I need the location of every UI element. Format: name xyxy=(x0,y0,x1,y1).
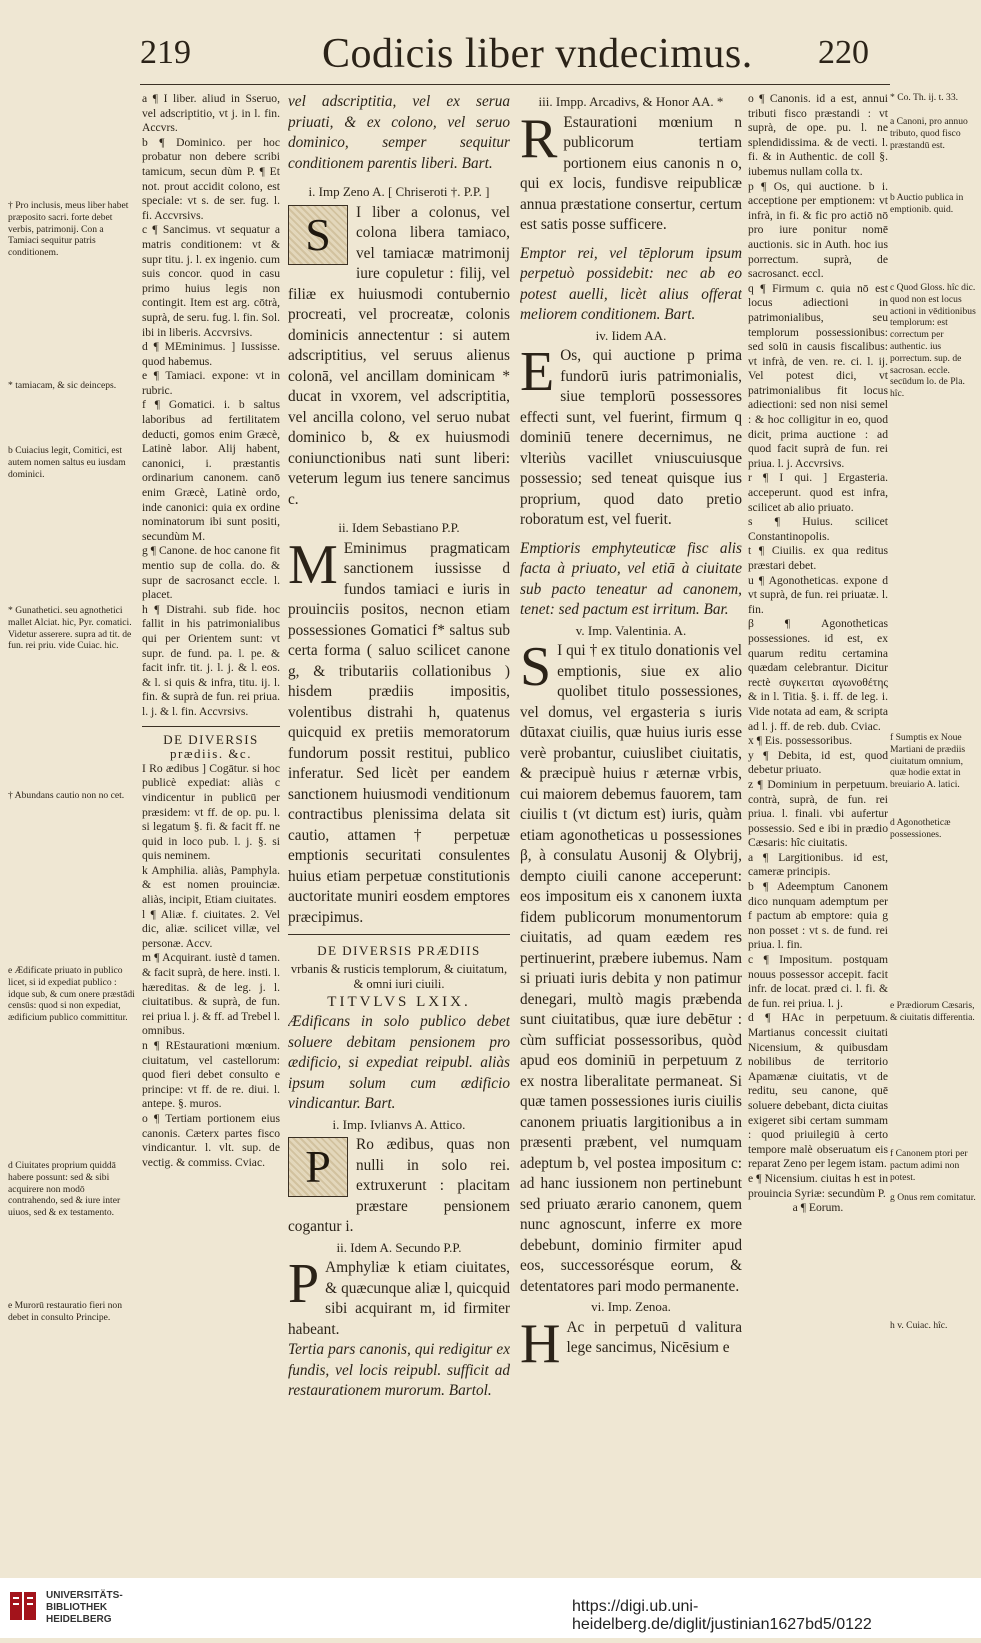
gloss-entry: β ¶ Agonotheticas possessiones. id est, ex quarum reditu certamina quædam celebrantur. Dicitur rectè συγκειται αγωνοθέτης & in l. Titia. §. i. ff. de leg. i. Vide notata ad eam, & scripta ad l. j. ff. de reb. dub. Cviac. xyxy=(748,617,888,733)
library-footer xyxy=(0,1578,981,1638)
titulus-heading: TITVLVS LXIX. xyxy=(327,993,471,1010)
margin-note: b Cuiacius legit, Comitici, est autem nomen saltus eu iusdam dominici. xyxy=(8,445,126,480)
gloss-entry: f ¶ Gomatici. i. b saltus laboribus ad fertilitatem deducti, gomos enim Græcè, Latinè labor. Alij habent, canonici, i. præstantis ordinarium canonem. canō enim Græcè, Latinè ordo, inde canonici: quia ex ordine nominatorum ibi sunt positi, secundùm M. xyxy=(142,398,280,543)
gloss-entry: u ¶ Agonotheticas. expone d vt suprà, de fun. rei priuatæ. l. fin. xyxy=(748,573,888,616)
gloss-entry: o ¶ Tertiam portionem eius canonis. Cæterx partes fisco vindicantur. l. vlt. sup. de vectig. & commiss. Cviac. xyxy=(142,1111,280,1169)
law-heading: vi. Imp. Zenoa. xyxy=(591,1299,671,1314)
law-text: Amphyliæ k etiam ciuitates, & quæcunque aliæ l, quicquid sibi acquirant m, id firmiter habeant. xyxy=(288,1259,510,1338)
gloss-entry: e ¶ Tamiaci. expone: vt in rubric. xyxy=(142,369,280,397)
law-text: Ac in perpetuū d valitura lege sancimus, Nicēsium e xyxy=(566,1318,742,1356)
gloss-entry: q ¶ Firmum c. quia nō est locus adiectioni in patrimonialibus, seu templorum possessionibus: sed solū in causis fiscalibus: vt infrà, de ven. re. ci. l. ij. Vel potest dici, vt patrimonialibus fit locus adiectioni: sed non nisi semel : & hoc colligitur in eo, quod dicit, prima auctione : ad quod facit suprà de fun. rei priua. l. j. Accvrsivs. xyxy=(748,281,888,470)
gloss-entry: b ¶ Adeemptum Canonem dico nunquam ademptum per f pactum ab emptore: quia g non posset : vt s. de fund. rei priua. l. fin. xyxy=(748,880,888,952)
section-divider xyxy=(142,726,280,727)
gloss-entry: y ¶ Debita, id est, quod debetur priuato. xyxy=(748,748,888,777)
source-url[interactable]: https://digi.ub.uni-heidelberg.de/diglit/justinian1627bd5/0122 xyxy=(572,1598,872,1633)
law-heading: i. Imp Zeno A. [ Chriseroti †. P.P. ] xyxy=(308,184,490,199)
gloss-entry: g ¶ Canone. de hoc canone fit mentio sup de colla. do. & supr de sacrosanct eccle. l. placet. xyxy=(142,544,280,602)
gloss-entry: c ¶ Sancimus. vt sequatur a matris conditionem: vt & supr titu. j. l. ex ingenio. cum suis concor. quod in casu primo huius legis non contingit. Item est arg. cōtrà, suprà, de seru. fug. l. fin. Sol. ibi in liberis. Accvrsivs. xyxy=(142,223,280,339)
gloss-entry: k Amphilia. aliàs, Pamphyla. & est nomen prouinciæ. aliàs, incipit, Etiam ciuitates. xyxy=(142,863,280,907)
gloss-entry: s ¶ Huius. scilicet Constantinopolis. xyxy=(748,515,888,543)
gloss-section-heading: DE DIVERSIS prædiis. &c. xyxy=(163,731,259,762)
margin-note: * tamiacam, & sic deinceps. xyxy=(8,380,117,391)
drop-initial: H xyxy=(520,1312,561,1375)
ornamental-initial: P xyxy=(288,1137,348,1197)
page-header xyxy=(0,30,981,80)
law-heading: ii. Idem Sebastiano P.P. xyxy=(338,520,460,535)
right-margin-notes xyxy=(890,92,978,1452)
gloss-entry: m ¶ Acquirant. iustè d tamen. & facit suprà, de here. insti. l. hæreditas. & de leg. j. l. ciuitatibus. & suprà, de fun. rei priua l. j. & ff. ad Trebel l. omnibus. xyxy=(142,951,280,1038)
law-text: I qui † ex titulo donationis vel emptionis, siue ex alio quolibet titulo possessiones, vel domus, vel ergasteria s iuris dūtaxat ciuilis, quæ huius iuris esse verè probantur, cuiuslibet ciuitatis, & præcipuè huius r æternæ vrbis, cui maiorem debemus fauorem, tam ciuilis t (vt dictum est) iuris, quàm etiam agonotheticas u possessiones β, à consulatu Ausonij & Olybrij, dempto ciuili canone acceperunt: eos impositum eis x canonem iuxta fidem publicorum monumentorum ciuitatis, ad quam eædem res pertinuerint, præbere iubemus. Nam si priuati iuris debita y non patimur denegari, multò magis præbenda sunt ciuitatibus, quæ iure debētur : cùm sufficiat possessoribus, quòd apud eos dominiū in perpetuum z ex nostra liberalitate permaneat. Si quæ tamen possessiones iuris ciuilis canonem priuatis largitionibus a in præsenti præbent, vel numquam adeptum b, vel postea impositum c: ad hanc iussionem non pertinebunt sed priuato ærario canonem, quem nunc agnoscunt, inferre ex more debebunt, dominio firmiter apud eos, successorésque eorum, & detentatores pari modo permanente. xyxy=(520,642,742,1295)
law-text: Estaurationi mœnium n publicorum tertiam portionem eius canonis n o, qui ex locis, fundisve reipublicæ annua præstatione consertur, certum est satis posse sufficere. xyxy=(520,113,742,233)
law-text: I liber a colonus, vel colona libera tamiaco, vel tamiacæ matrimonij iure copuletur : filij, vel filiæ ex huiusmodi contubernio procreati, vel procreatæ, colonis dominicis annectentur : si autem adscriptitius, vel seruus alienus colonā, vel ancillam dominicam * ducat in vxorem, vel adscriptitia, vel ancilla colono, vel seruo nubat dominico b, & ex huiusmodi coniunctionibus nati sunt liberi: veterum legum ius tenere sancimus c. xyxy=(288,203,510,508)
gloss-entry: c ¶ Impositum. postquam nouus possessor accepit. facit infr. de locat. præd ci. l. fi. & de fun. rei priua. l. j. xyxy=(748,953,888,1010)
margin-note: a Canoni, pro annuo tributo, quod fisco præstandū est. xyxy=(890,116,968,151)
section-title: DE DIVERSIS PRÆDIIS xyxy=(317,943,481,958)
drop-initial: R xyxy=(520,107,558,170)
margin-note: f Canonem ptori per pactum adimi non potest. xyxy=(890,1148,968,1183)
gloss-entry: a ¶ I liber. aliud in Sseruo, vel adscriptitio, vt j. in l. fin. Accvrs. xyxy=(142,92,280,135)
drop-initial: M xyxy=(288,533,338,596)
gloss-entry: I Ro ædibus ] Cogātur. si hoc publicè expediat: aliàs c vindicentur in publicū per præsidem: vt ff. de op. pu. l. si legatum §. fi. & facit ff. ne quid in loco pub. l. j. §. si quis neminem. xyxy=(142,761,280,863)
summary-text: Tertia pars canonis, qui redigitur ex fundis, vel locis reipubl. sufficit ad restaurationem murorum. Bartol. xyxy=(288,1341,510,1399)
library-name: UNIVERSITÄTS- BIBLIOTHEK HEIDELBERG xyxy=(46,1590,123,1625)
left-margin-notes xyxy=(8,92,136,1452)
margin-note: f Sumptis ex Noue Martiani de prædiis ciuitatum omnium, quæ hodie extat in breuiario A. latici. xyxy=(890,732,966,791)
gloss-entry: p ¶ Os, qui auctione. b i. acceptione per emptionem: vt infrà, in fi. & fic pro actiō nō pro iure ponitur nomē auctionis. sic in Auth. hoc ius porrectum. suprà, de sacrosanct. eccl. xyxy=(748,179,888,281)
summary-text: Emptor rei, vel tēplorum ipsum perpetuò possidebit: nec ab eo potest auelli, licèt alius offerat meliorem conditionem. Bart. xyxy=(520,244,742,323)
margin-note: * Gunathetici. seu agnothetici mallet Alciat. hic, Pyr. comatici. Videtur asserere. supra ad tit. de fun. rei priu. vide Cuiac. hic. xyxy=(8,605,132,652)
library-logo-icon xyxy=(8,1590,38,1622)
section-subtitle: vrbanis & rusticis templorum, & ciuitatum, & omni iuri ciuili. xyxy=(290,961,508,991)
margin-note: c Quod Gloss. hîc dic. quod non est locus actioni in vēditionibus templorum: est correctum per authentic. ius porrectum. sup. de sacrosan. eccle. secūdum lo. de Pla. hîc. xyxy=(890,282,976,400)
header-rule xyxy=(140,84,890,85)
margin-note: † Pro inclusis, meus liber habet præposito sacri. forte debet verbis, patrimonij. Con a Tamiaci sequitur patris conditionem. xyxy=(8,200,129,259)
gloss-entry: r ¶ I qui. ] Ergasteria. acceperunt. quod est infra, scilicet ab alio priuato. xyxy=(748,471,888,514)
gloss-entry: b ¶ Dominico. per hoc probatur non debere scribi tamicum, secun dùm P. ¶ Et not. prout accidit colono, est speciale: vt s. de ser. fug. l. fi. Accvrsivs. xyxy=(142,135,280,222)
gloss-entry: a ¶ Largitionibus. id est, cameræ principis. xyxy=(748,850,888,879)
drop-initial: S xyxy=(520,636,552,698)
gloss-entry: x ¶ Eis. possessoribus. xyxy=(748,734,853,748)
summary-text: Emptioris emphyteuticæ fisc alis facta à priuato, vel etiā à ciuitate sub pacto teneatur ad canonem, tenet: sed pactum est irritum. Bar. xyxy=(520,539,742,618)
right-page-number: 220 xyxy=(818,34,869,71)
gloss-entry: d ¶ HAc in perpetuum. Martianus concessit ciuitati Nicensium, & quibusdam nobilibus de territorio Apamænæ ciuitatis, vt de reditu, seu canone, quē soluere debebant, dicta ciuitas exigeret sibi certam summam : quod priuilegiū à certo tempore malè obseruatum eis reparat Zeno per legem istam. xyxy=(748,1011,888,1171)
margin-note: b Auctio publica in emptionib. quid. xyxy=(890,192,964,215)
margin-note: h v. Cuiac. hîc. xyxy=(890,1320,948,1331)
drop-initial: P xyxy=(288,1253,320,1315)
law-text: Os, qui auctione p prima fundorū iuris patrimonialis, siue templorū possessores effecti sunt, vel fuerint, firmum q dominiū tenere decernimus, ne vlteriùs vacillet vniuscuiusque possessio; sed teneat quisque ius proprium, quod dato pretio roboratum est, vel fuerit. xyxy=(520,347,742,528)
law-heading: iii. Impp. Arcadivs, & Honor AA. * xyxy=(538,94,724,109)
right-commentary-column xyxy=(748,92,888,1462)
margin-note: e Prædiorum Cæsaris, & ciuitatis differentia. xyxy=(890,1000,975,1023)
summary-text: vel adscriptitia, vel ex serua priuati, & ex colono, vel seruo dominico, semper sequitur conditionem parentis liberi. Bart. xyxy=(288,93,510,172)
law-heading: iv. Iidem AA. xyxy=(595,327,667,343)
law-heading: v. Imp. Valentinia. A. xyxy=(575,622,687,638)
drop-initial: E xyxy=(520,341,555,403)
left-page-number: 219 xyxy=(140,34,191,71)
law-text: Ro ædibus, quas non nulli in solo rei. extruxerunt : placitam præstare pensionem cogantur i. xyxy=(288,1136,510,1235)
gloss-entry: e ¶ Nicensium. ciuitas h est in prouincia Syriæ: secundùm P. xyxy=(748,1171,888,1200)
gloss-entry: h ¶ Distrahi. sub fide. hoc fallit in his patrimonialibus qui per Orientem sunt: vt supr. de fund. pa. l. pe. & facit infr. tit. j. l. j. & l. eos. & l. si quis & infra, titu. ij. l. fin. & suprà de fun. rei priua. l. j. & l. fin. Accvrsivs. xyxy=(142,602,280,718)
left-commentary-column xyxy=(142,92,280,1452)
law-heading: ii. Idem A. Secundo P.P. xyxy=(336,1239,462,1255)
summary-text: Ædificans in solo publico debet soluere debitam pensionem pro ædificio, si expediat reipubl. aliàs ipsum solum cum ædificio vindicantur. Bart. xyxy=(288,1013,510,1112)
margin-note: d Ciuitates proprium quiddā habere possunt: sed & sibi acquirere non modō contrahendo, sed & iure inter uiuos, sed & ex testamento. xyxy=(8,1160,121,1219)
margin-note: † Abundans cautio non no cet. xyxy=(8,790,125,801)
gloss-entry: l ¶ Aliæ. f. ciuitates. 2. Vel dic, aliæ. scilicet villæ, vel personæ. Accv. xyxy=(142,907,280,950)
law-text: Eminimus pragmaticam sanctionem iussisse d fundos tamiaci e iuris in prouinciis positos, necnon etiam possessiones Gomatici f* saltus sub certa forma ( saluo scilicet canone g, & tributariis collationibus ) hisdem prædiis impositis, volentibus distrahi h, quatenus quicquid ex pretiis memoratorum fundorum possit restitui, publico inferatur. Sed licèt per eandem sanctionem huiusmodi venditionum contractibus plenissima delata sit cautio, attamen † perpetuæ emptionis securitati consulentes huius etiam perpetuæ constitutionis auctoritate muniri eosdem emptores præcipimus. xyxy=(288,539,510,926)
ornamental-initial: S xyxy=(288,205,348,265)
gloss-entry: t ¶ Ciuilis. ex qua reditus præstari debet. xyxy=(748,544,888,572)
margin-note: e Ædificate priuato in publico licet, si id expediat publico : idque sub, & cum onere præstādi censūs: quod si non expediat, ædificium publico committitur. xyxy=(8,965,135,1024)
section-divider xyxy=(288,934,510,935)
margin-note: g Onus rem comitatur. xyxy=(890,1192,976,1203)
law-heading: i. Imp. Ivlianvs A. Attico. xyxy=(332,1116,466,1132)
margin-note: * Co. Th. ij. t. 33. xyxy=(890,92,959,103)
main-text-right-column xyxy=(520,92,742,1462)
gloss-entry: d ¶ MEminimus. ] Iussisse. quod habemus. xyxy=(142,340,280,368)
gloss-entry: z ¶ Dominium in perpetuum. contrà, suprà, de fun. rei priua. l. finali. vbi aufertur possessio. Sed e ibi in prædio Cæsaris: hîc ciuitatis. xyxy=(748,777,888,850)
main-text-left-column xyxy=(288,92,510,1462)
margin-note: d Agonotheticæ possessiones. xyxy=(890,817,951,840)
gloss-entry: o ¶ Canonis. id a est, annui tributi fisco præstandi : vt suprà, de ope. pu. l. ne splendidissima. & de vecti. l. fi. & in Authentic. de coll §. iubemus nullam colla tx. xyxy=(748,92,888,178)
running-title: Codicis liber vndecimus. xyxy=(322,31,753,77)
gloss-entry: n ¶ REstaurationi mœnium. ciuitatum, vel castellorum: quod fieri debet consulto e principe: vt ff. de re. diui. l. antepe. §. muros. xyxy=(142,1039,280,1111)
margin-note: e Murorū restauratio fieri non debet in consulto Principe. xyxy=(8,1300,123,1323)
catchword: a ¶ Eorum. xyxy=(792,1201,844,1215)
